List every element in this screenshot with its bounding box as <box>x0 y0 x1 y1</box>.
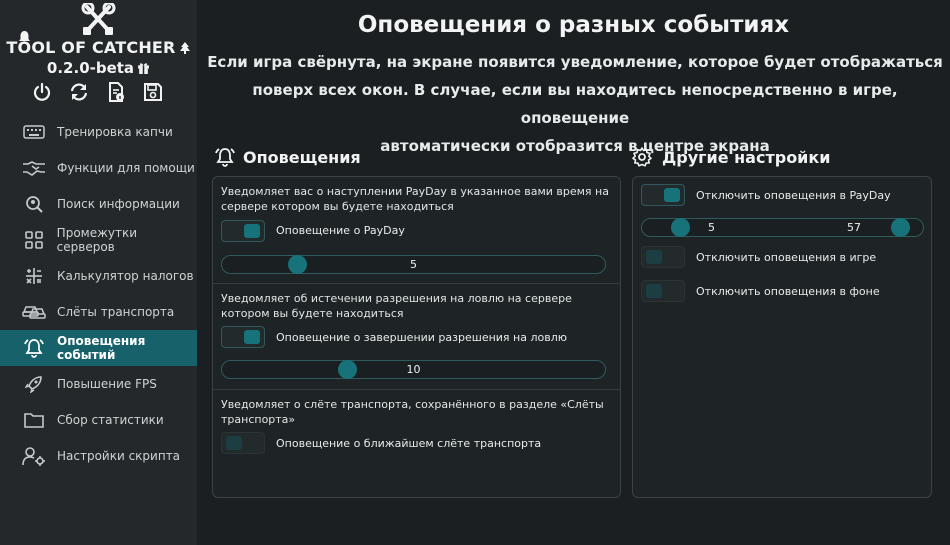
range-min-value: 5 <box>708 221 715 234</box>
sidebar-item-info-search[interactable] <box>0 186 197 222</box>
slider-value: 10 <box>406 363 421 376</box>
description-line: Уведомляет об истечении разрешения на ловлю на сервере <box>221 292 572 305</box>
sidebar-item-label: Калькулятор налогов <box>57 269 194 283</box>
transport-slot-description <box>221 397 604 427</box>
transport-slot-block <box>213 389 620 497</box>
description-line: транспорта» <box>221 413 296 426</box>
fishing-permit-block <box>213 283 620 389</box>
sidebar-item-captcha-training[interactable] <box>0 114 197 150</box>
user-gear-icon <box>22 446 46 466</box>
sidebar-item-script-settings[interactable] <box>0 438 197 474</box>
range-thumb-min[interactable] <box>671 218 690 237</box>
toggle-knob <box>646 284 662 298</box>
sidebar-item-label: Слёты транспорта <box>57 305 175 319</box>
section-title: Другие настройки <box>662 147 831 167</box>
description-line: Уведомляет вас о наступлении PayDay в указанное вами время на <box>221 185 609 198</box>
payday-toggle[interactable] <box>221 220 265 242</box>
payday-block <box>213 177 620 283</box>
description-line: Уведомляет о слёте транспорта, сохранённого в разделе «Слёты <box>221 398 604 411</box>
save-button[interactable] <box>141 80 165 104</box>
description-line: сервере котором вы будете находиться <box>221 200 454 213</box>
payday-toggle-label: Оповещение о PayDay <box>276 224 405 237</box>
file-info-icon <box>106 82 126 102</box>
sidebar-item-tax-calculator[interactable] <box>0 258 197 294</box>
payday-slider[interactable] <box>221 255 606 274</box>
notifications-section-header <box>213 147 361 167</box>
toggle-knob <box>244 330 260 344</box>
disable-in-game-label: Отключить оповещения в игре <box>696 251 877 264</box>
sidebar-item-event-notifications[interactable] <box>0 330 197 366</box>
transport-slot-toggle[interactable] <box>221 432 265 454</box>
sidebar-item-label: Повышение FPS <box>57 377 157 391</box>
disable-payday-label: Отключить оповещения в PayDay <box>696 189 891 202</box>
keyboard-icon <box>23 124 45 140</box>
sidebar-item-label: Промежутки серверов <box>56 226 138 254</box>
sidebar-item-label: Поиск информации <box>57 197 180 211</box>
bell-icon <box>213 147 237 167</box>
description-line: поверх всех окон. В случае, если вы находитесь непосредственно в игре, оповещение <box>252 81 898 127</box>
gear-icon <box>632 147 652 167</box>
toggle-knob <box>646 250 662 264</box>
sidebar-item-label: Функции для помощи <box>57 161 195 175</box>
app-title <box>0 38 197 57</box>
notifications-panel <box>212 176 621 498</box>
tools-logo-icon <box>79 3 117 37</box>
sidebar-item-label: Тренировка капчи <box>57 125 173 139</box>
app-version-row <box>0 59 197 77</box>
payday-description <box>221 184 609 214</box>
sidebar-item-fps-boost[interactable] <box>0 366 197 402</box>
folder-icon <box>24 412 44 428</box>
app-version: 0.2.0-beta <box>46 59 135 77</box>
fishing-permit-slider[interactable] <box>221 360 606 379</box>
bell-icon <box>22 338 46 358</box>
save-icon <box>143 82 163 102</box>
tree-icon <box>179 42 191 54</box>
disable-payday-toggle[interactable] <box>641 184 685 206</box>
grid-icon <box>25 231 43 249</box>
sidebar-item-transport-slots[interactable] <box>0 294 197 330</box>
file-info-button[interactable] <box>104 80 128 104</box>
handshake-icon <box>22 160 46 176</box>
gift-icon <box>137 61 150 74</box>
fishing-permit-toggle[interactable] <box>221 326 265 348</box>
slider-value: 5 <box>410 258 417 271</box>
cars-icon <box>22 303 46 321</box>
disable-background-toggle[interactable] <box>641 280 685 302</box>
sidebar-item-label: Настройки скрипта <box>57 449 181 463</box>
range-thumb-max[interactable] <box>891 218 910 237</box>
app-name: TOOL OF CATCHER <box>6 38 176 57</box>
sidebar-item-server-intervals[interactable] <box>0 222 197 258</box>
calculator-icon <box>25 267 43 285</box>
description-line: автоматически отобразится в центре экрана <box>380 137 770 155</box>
toggle-knob <box>226 436 242 450</box>
sidebar-item-help-functions[interactable] <box>0 150 197 186</box>
other-settings-section-header <box>632 147 830 167</box>
toggle-knob <box>664 188 680 202</box>
sidebar-item-statistics[interactable] <box>0 402 197 438</box>
other-settings-panel <box>632 176 932 498</box>
sidebar <box>0 0 197 545</box>
rocket-icon <box>25 375 43 393</box>
refresh-icon <box>69 82 89 102</box>
refresh-button[interactable] <box>67 80 91 104</box>
power-button[interactable] <box>30 80 54 104</box>
fishing-permit-description <box>221 291 572 321</box>
disable-background-label: Отключить оповещения в фоне <box>696 285 880 298</box>
disable-in-game-toggle[interactable] <box>641 246 685 268</box>
power-icon <box>32 82 52 102</box>
range-max-value: 57 <box>847 221 861 234</box>
sidebar-item-label: Оповещения событий <box>57 334 146 362</box>
transport-slot-toggle-label: Оповещение о ближайшем слёте транспорта <box>276 437 542 450</box>
payday-range-slider[interactable] <box>641 218 924 237</box>
sidebar-item-label: Сбор статистики <box>57 413 164 427</box>
page-title: Оповещения о разных событиях <box>357 12 790 38</box>
toolbar <box>30 80 165 104</box>
fishing-permit-toggle-label: Оповещение о завершении разрешения на ловлю <box>276 331 568 344</box>
description-line: Если игра свёрнута, на экране появится уведомление, которое будет отображаться <box>207 53 943 71</box>
toggle-knob <box>244 224 260 238</box>
sidebar-nav <box>0 114 197 474</box>
description-line: котором вы будете находиться <box>221 307 404 320</box>
section-title: Оповещения <box>243 147 361 167</box>
page-description <box>200 48 950 160</box>
search-location-icon <box>25 195 43 213</box>
